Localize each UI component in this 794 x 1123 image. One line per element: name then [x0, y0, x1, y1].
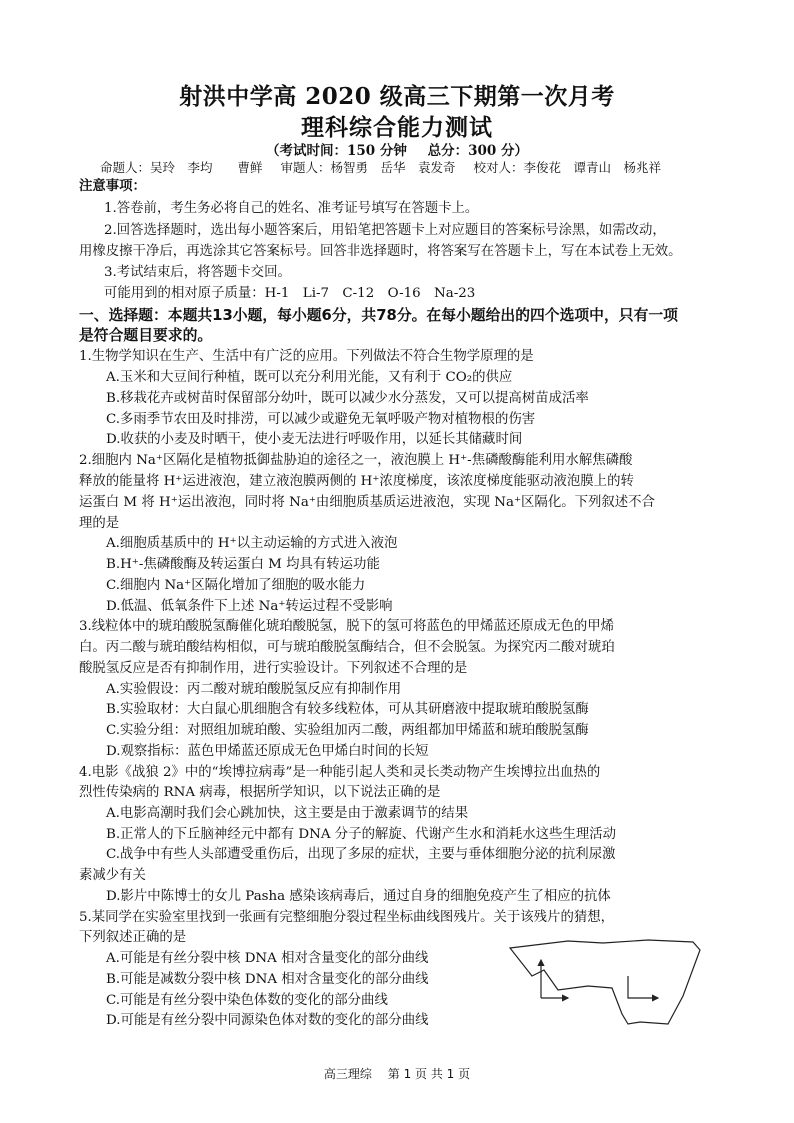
q4-stem-2: 烈性传染病的 RNA 病毒，根据所学知识，以下说法正确的是 — [79, 785, 441, 800]
q2-option-b: B.H⁺-焦磷酸酶及转运蛋白 M 均具有转运功能 — [106, 557, 380, 572]
q1-option-c: C.多雨季节农田及时排涝，可以减少或避免无氧呼吸产物对植物根的伤害 — [106, 412, 536, 427]
q3-stem-3: 酸脱氢反应是否有抑制作用，进行实验设计。下列叙述不合理的是 — [79, 661, 468, 676]
section-heading-cont: 是符合题目要求的。 — [79, 327, 213, 344]
q1-option-b: B.移栽花卉或树苗时保留部分幼叶，既可以减少水分蒸发，又可以提高树苗成活率 — [106, 391, 589, 406]
q2-stem-4: 理的是 — [79, 516, 120, 531]
q2-option-d: D.低温、低氧条件下上述 Na⁺转运过程不受影响 — [106, 599, 393, 614]
q1-option-a: A.玉米和大豆间行种植，既可以充分利用光能，又有利于 CO₂的供应 — [106, 370, 513, 385]
curve-segment — [628, 976, 658, 998]
q3-stem-2: 白。丙二酸与琥珀酸结构相似，可与琥珀酸脱氢酶结合，但不会脱氢。为探究丙二酸对琥珀 — [79, 640, 615, 655]
q2-option-a: A.细胞质基质中的 H⁺以主动运输的方式进入液泡 — [106, 536, 398, 551]
q2-stem-2: 释放的能量将 H⁺运进液泡，建立液泡膜两侧的 H⁺浓度梯度，该浓度梯度能驱动液泡膜上的转 — [79, 474, 634, 489]
q2-option-c: C.细胞内 Na⁺区隔化增加了细胞的吸水能力 — [106, 578, 366, 593]
q3-option-b: B.实验取材：大白鼠心肌细胞含有较多线粒体，可从其研磨液中提取琥珀酸脱氢酶 — [106, 702, 589, 717]
q4-stem-1: 4.电影《战狼 2》中的“埃博拉病毒”是一种能引起人类和灵长类动物产生埃博拉出血热的 — [79, 765, 601, 780]
q4-option-d: D.影片中陈博士的女儿 Pasha 感染该病毒后，通过自身的细胞免疫产生了相应的抗体 — [106, 889, 611, 904]
q5-option-b: B.可能是减数分裂中核 DNA 相对含量变化的部分曲线 — [106, 972, 429, 987]
q2-stem-3: 运蛋白 M 将 H⁺运出液泡，同时将 Na⁺由细胞质基质运进液泡，实现 Na⁺区隔化。下列叙述不合 — [79, 495, 655, 510]
notice-item-1: 1.答卷前，考生务必将自己的姓名、准考证号填写在答题卡上。 — [104, 201, 479, 216]
notice-item-2: 2.回答选择题时，选出每小题答案后，用铅笔把答题卡上对应题目的答案标号涂黑，如需改动， — [104, 223, 666, 238]
exam-subtitle: 理科综合能力测试 — [301, 114, 493, 141]
reviewers: 审题人：杨智勇 岳华 袁发奇 — [280, 160, 456, 175]
q4-option-c: C.战争中有些人头部遭受重伤后，出现了多尿的症状，主要与垂体细胞分泌的抗利尿激 — [106, 847, 616, 862]
footer-subject: 高三理综 — [323, 1067, 372, 1081]
q1-stem: 1.生物学知识在生产、生活中有广泛的应用。下列做法不符合生物学原理的是 — [79, 349, 534, 364]
total-score: 总分：300 分） — [427, 143, 528, 159]
q4-option-b: B.正常人的下丘脑神经元中都有 DNA 分子的解旋、代谢产生水和消耗水这些生理活动 — [106, 827, 617, 842]
exam-time: （考试时间：150 分钟 — [266, 143, 407, 159]
q5-option-a: A.可能是有丝分裂中核 DNA 相对含量变化的部分曲线 — [106, 951, 429, 966]
atomic-mass: 可能用到的相对原子质量：H-1 Li-7 C-12 O-16 Na-23 — [104, 286, 476, 301]
staff-line — [100, 158, 675, 176]
notice-item-3: 3.考试结束后，将答题卡交回。 — [104, 265, 291, 280]
proposers: 命题人：吴玲 李均 曹鲜 — [100, 160, 263, 175]
q5-stem-2: 下列叙述正确的是 — [79, 930, 187, 945]
q1-option-d: D.收获的小麦及时晒干，使小麦无法进行呼吸作用，以延长其储藏时间 — [106, 432, 523, 447]
q3-option-c: C.实验分组：对照组加琥珀酸、实验组加丙二酸，两组都加甲烯蓝和琥珀酸脱氢酶 — [106, 723, 589, 738]
notice-heading: 注意事项： — [79, 179, 146, 194]
q4-option-c-cont: 素减少有关 — [79, 868, 146, 883]
q3-stem-1: 3.线粒体中的琥珀酸脱氢酶催化琥珀酸脱氢，脱下的氢可将蓝色的甲烯蓝还原成无色的甲烯 — [79, 619, 615, 634]
q2-stem-1: 2.细胞内 Na⁺区隔化是植物抵御盐胁迫的途径之一，液泡膜上 H⁺-焦磷酸酶能利用水解焦磷酸 — [79, 453, 633, 468]
footer-page-number: 第 1 页 共 1 页 — [387, 1067, 471, 1081]
page-footer — [0, 1065, 794, 1082]
section-heading: 一、选择题：本题共13小题，每小题6分，共78分。在每小题给出的四个选项中，只有一项 — [79, 307, 678, 324]
q4-option-a: A.电影高潮时我们会心跳加快，这主要是由于激素调节的结果 — [106, 806, 469, 821]
q3-option-a: A.实验假设：丙二酸对琥珀酸脱氢反应有抑制作用 — [106, 682, 402, 697]
proofreaders: 校对人：李俊花 谭青山 杨兆祥 — [473, 160, 662, 175]
q5-stem-1: 5.某同学在实验室里找到一张画有完整细胞分裂过程坐标曲线图残片。关于该残片的猜想， — [79, 910, 615, 925]
exam-meta — [0, 139, 794, 159]
q5-option-d: D.可能是有丝分裂中同源染色体对数的变化的部分曲线 — [106, 1013, 429, 1028]
q3-option-d: D.观察指标：蓝色甲烯蓝还原成无色甲烯白时间的长短 — [106, 744, 429, 759]
torn-paper-outline — [510, 940, 700, 1024]
graph-fragment-figure — [508, 938, 704, 1026]
notice-item-2-cont: 用橡皮擦干净后，再选涂其它答案标号。回答非选择题时，将答案写在答题卡上，写在本试卷上无效。 — [79, 244, 682, 259]
exam-title: 射洪中学高 2020 级高三下期第一次月考 — [179, 83, 615, 110]
q5-option-c: C.可能是有丝分裂中染色体数的变化的部分曲线 — [106, 993, 388, 1008]
